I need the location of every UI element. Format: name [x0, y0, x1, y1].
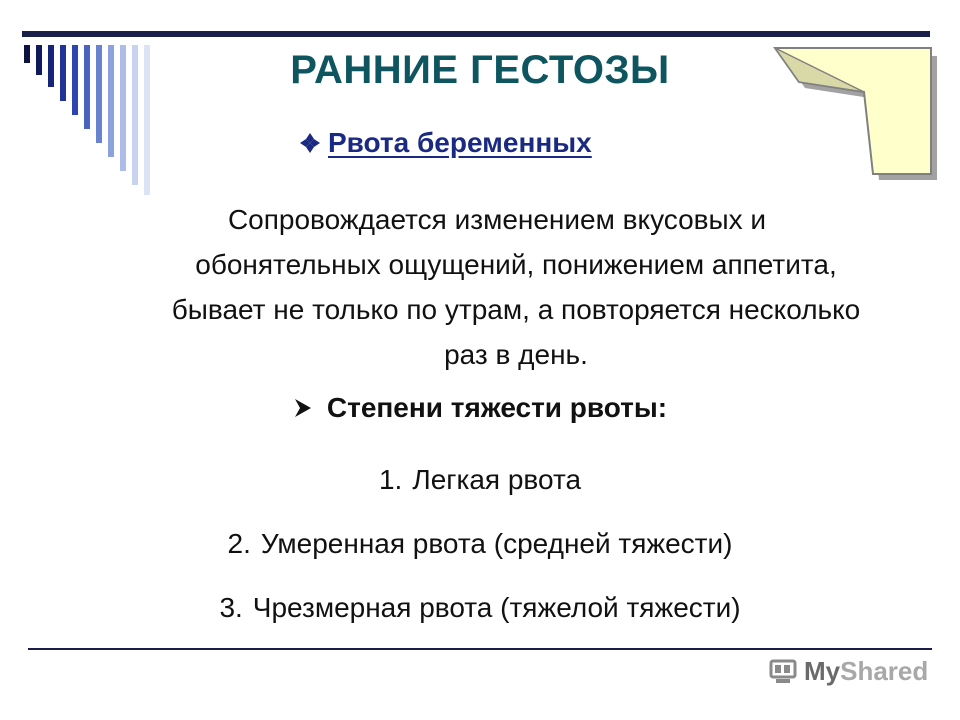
- subtitle-row: [300, 127, 592, 159]
- list-item-number: 3.: [219, 592, 243, 623]
- myshared-logo-icon: [768, 657, 798, 687]
- watermark-shared: Shared: [840, 656, 929, 686]
- list-item-text: Умеренная рвота (средней тяжести): [260, 528, 733, 559]
- degrees-heading-row: [0, 392, 960, 424]
- top-rule: [22, 31, 930, 37]
- list-item-number: 1.: [378, 464, 403, 495]
- diamond-bullet-icon: [300, 133, 320, 153]
- description-paragraph: [112, 197, 882, 377]
- list-item: [0, 528, 960, 560]
- watermark-my: My: [804, 656, 841, 686]
- arrow-bullet-icon: [293, 397, 313, 419]
- degrees-heading: Степени тяжести рвоты:: [326, 392, 668, 423]
- list-item-text: Легкая рвота: [412, 464, 582, 495]
- subtitle-link[interactable]: Рвота беременных: [328, 127, 592, 158]
- list-item: [0, 592, 960, 624]
- paragraph-continuation: обонятельных ощущений, понижением аппетита, бывает не только по утрам, а повторяется несколько раз в день.: [171, 249, 861, 370]
- paragraph-first-line: Сопровождается изменением вкусовых и: [227, 204, 767, 235]
- watermark: [768, 656, 928, 687]
- slide-title: РАННИЕ ГЕСТОЗЫ: [290, 48, 670, 92]
- list-item: [0, 464, 960, 496]
- list-item-number: 2.: [227, 528, 251, 559]
- bottom-rule: [28, 648, 932, 650]
- list-item-text: Чрезмерная рвота (тяжелой тяжести): [252, 592, 741, 623]
